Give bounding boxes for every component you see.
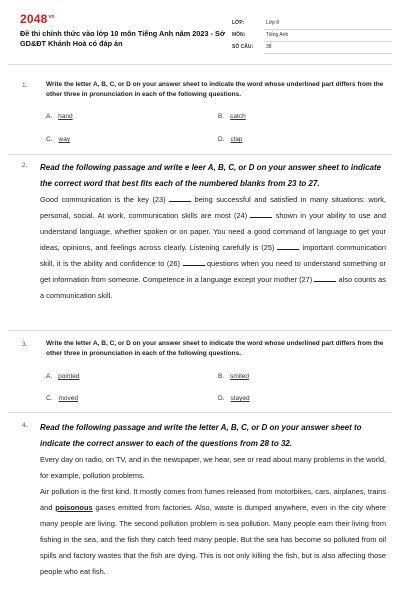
document-title: Đề thi chính thức vào lớp 10 môn Tiếng Anh năm 2023 - Sở GD&ĐT Khánh Hoà có đáp án [20, 29, 226, 48]
option-d[interactable]: D. stayed [218, 395, 250, 402]
option-a[interactable]: A. pointed [46, 373, 80, 380]
question-number: 3. [22, 341, 28, 348]
site-logo[interactable] [20, 12, 55, 26]
meta-value: Tiếng Anh [266, 32, 289, 38]
meta-row-subject [232, 28, 392, 40]
logo-suffix: vn [48, 14, 55, 20]
passage-text: Good communication is the key (23) being successful and satisfied in many situations: work, personal, social. At work, communication skills are most (24) shown in your ability to use and understand language, whether spoken or on paper. You need a good command of language to get your ideas, opinions, and feelings across clearly. Listening carefully is (25) important communication skill, it is the ability and confidence to (26) questions when you need to understand something or get information from someone. Competence in a language except your mother (27) also counts as a communication skill. [40, 195, 387, 300]
option-word: way [58, 136, 71, 143]
meta-key: MÔN: [232, 32, 246, 38]
answer-blank[interactable] [250, 209, 272, 218]
question-number: 1. [22, 82, 28, 89]
answer-blank[interactable] [169, 193, 191, 202]
option-b[interactable]: B. smiled [218, 373, 249, 380]
option-word: pointed [58, 373, 80, 380]
question-3 [8, 334, 392, 413]
option-word: catch [230, 113, 246, 120]
passage-heading: Read the following passage and write e leer A, B, C, or D on your answer sheet to indicate the correct word that best fits each of the numbered blanks from 23 to 27. [40, 163, 382, 188]
document-header [8, 8, 392, 65]
answer-blank[interactable] [183, 257, 205, 266]
question-instruction: Write the letter A, B, C, or D on your answer sheet to indicate the word whose underlined part differs from the other three in pronunciation in each of the following questions. [46, 81, 384, 98]
meta-key: SỐ CÂU: [232, 44, 254, 50]
question-2 [8, 154, 392, 331]
option-word: smiled [230, 373, 249, 380]
meta-key: LỚP: [232, 20, 245, 26]
question-instruction: Write the letter A, B, C, or D on your answer sheet to indicate the word whose underlined part differs from the other three in pronunciation in each of the following questions. [46, 340, 384, 357]
option-a[interactable]: A. hand [46, 113, 73, 120]
meta-value: 38 [266, 44, 272, 50]
passage-paragraph-2: Air pollution is the first kind. It mostly comes from fumes released from motorbikes, cars, airplanes, trains and poisonous gases emitted from factories. Also, waste is dumped anywhere, even in the city where many people are living. The second pollution problem is sea pollution. Many people earn their living from fishing in the sea, and the fish they catch feed many people. But the sea has become so polluted from oil spills and factory wastes that the fish are dying. This is not only killing the fish, but is also affecting those people who eat fish. [40, 487, 386, 576]
answer-blank[interactable] [314, 273, 336, 282]
option-c[interactable]: C. moved [46, 395, 79, 402]
question-number: 4. [22, 422, 28, 429]
meta-row-count [232, 40, 392, 52]
question-1 [8, 72, 392, 155]
option-word: stayed [230, 395, 250, 402]
question-number: 2. [22, 162, 28, 169]
passage-paragraph-1: Every day on radio, on TV, and in the newspaper, we hear, see or read about many problems in the world, for example, pollution problems. [40, 455, 386, 480]
meta-divider [264, 53, 392, 54]
option-word: hand [58, 113, 73, 120]
option-c[interactable]: C. way [46, 136, 71, 143]
meta-value: Lớp 9 [266, 20, 280, 26]
option-word: moved [58, 395, 79, 402]
question-4 [8, 414, 392, 600]
passage-heading: Read the following passage and write the letter A, B, C, or D on your answer sheet to indicate the correct answer to each of the questions from 28 to 32. [40, 423, 362, 448]
meta-info [232, 16, 392, 52]
option-b[interactable]: B. catch [218, 113, 246, 120]
option-d[interactable]: D. clap [218, 136, 243, 143]
answer-blank[interactable] [277, 241, 299, 250]
option-word: clap [230, 136, 243, 143]
logo-text: 2048 [20, 12, 48, 26]
meta-row-class [232, 16, 392, 28]
highlighted-word: poisonous [55, 503, 93, 512]
